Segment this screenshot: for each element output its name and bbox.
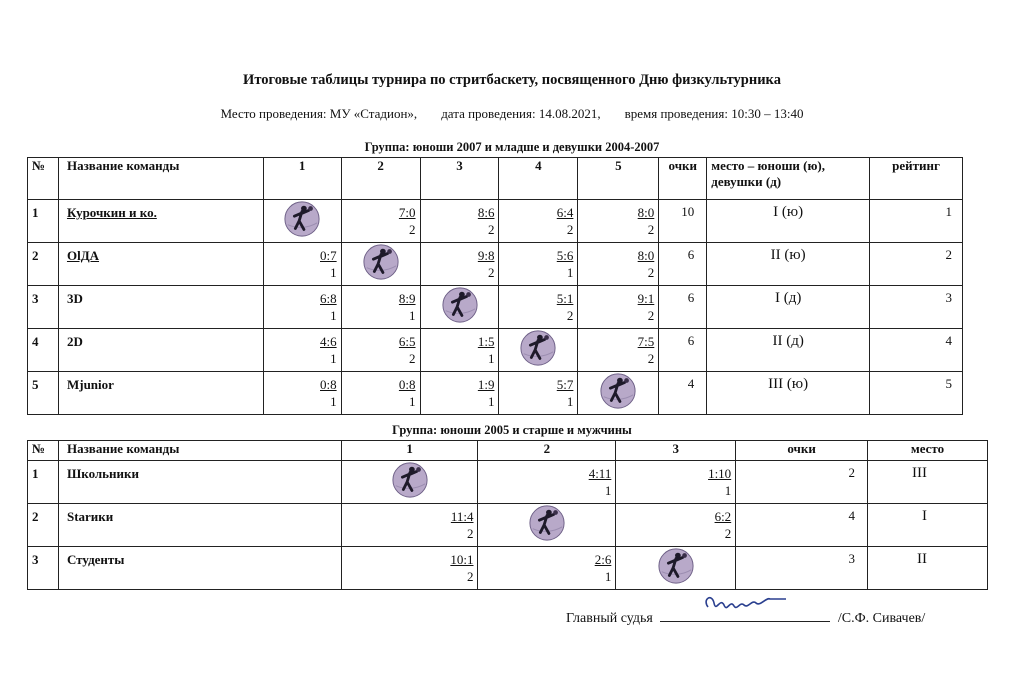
- score-cell: [578, 200, 659, 243]
- group2-header-row: [28, 441, 988, 461]
- score-cell: [578, 286, 659, 329]
- team-name: [58, 547, 341, 590]
- match-points: 1: [566, 265, 574, 280]
- match-score: 0:8: [398, 377, 416, 392]
- match-points: 2: [647, 222, 655, 237]
- row-num: 1: [28, 461, 59, 504]
- score-cell: [341, 372, 420, 415]
- score-cell: [499, 243, 578, 286]
- match-points: 1: [487, 351, 495, 366]
- match-score: 6:4: [556, 205, 574, 220]
- match-points: 2: [487, 222, 495, 237]
- diagonal-cell: [420, 286, 499, 329]
- match-points: 1: [409, 308, 416, 323]
- points-cell: 2: [736, 461, 868, 504]
- col-1: 1: [341, 441, 478, 461]
- team-name-text: Starики: [66, 509, 114, 524]
- score-cell: [616, 461, 736, 504]
- table-row: [28, 329, 963, 372]
- score-cell: [578, 329, 659, 372]
- table-row: [28, 504, 988, 547]
- place-cell: II (ю): [707, 243, 870, 286]
- diagonal-cell: [499, 329, 578, 372]
- team-name: [58, 504, 341, 547]
- match-score: 8:6: [477, 205, 495, 220]
- match-score: 2:6: [594, 552, 612, 567]
- match-points: 2: [647, 351, 655, 366]
- score-cell: [420, 200, 499, 243]
- match-score: 9:8: [477, 248, 495, 263]
- table-row: [28, 547, 988, 590]
- col-place: место – юноши (ю), девушки (д): [707, 158, 870, 200]
- match-points: 1: [566, 394, 574, 409]
- match-score: 6:2: [714, 509, 732, 524]
- match-score: 5:1: [556, 291, 574, 306]
- col-5: 5: [578, 158, 659, 200]
- match-score: 11:4: [450, 509, 474, 524]
- rating-cell: 3: [870, 286, 963, 329]
- match-score: 4:6: [320, 334, 337, 349]
- table-row: [28, 286, 963, 329]
- points-cell: 10: [659, 200, 707, 243]
- match-points: 1: [409, 394, 416, 409]
- row-num: 5: [28, 372, 59, 415]
- score-cell: [420, 372, 499, 415]
- score-cell: [263, 329, 341, 372]
- rating-cell: 2: [870, 243, 963, 286]
- basketball-player-icon: [599, 372, 637, 410]
- team-name: [58, 243, 263, 286]
- match-points: 2: [724, 526, 732, 541]
- col-place: место: [868, 441, 988, 461]
- team-name-text: 3D: [66, 291, 83, 306]
- diagonal-cell: [341, 243, 420, 286]
- team-name: [58, 286, 263, 329]
- match-score: 7:0: [398, 205, 416, 220]
- diagonal-cell: [578, 372, 659, 415]
- diagonal-cell: [341, 461, 478, 504]
- col-team-name: Название команды: [58, 158, 263, 200]
- place-cell: III (ю): [707, 372, 870, 415]
- points-cell: 6: [659, 286, 707, 329]
- place-cell: I: [868, 504, 988, 547]
- points-cell: 6: [659, 329, 707, 372]
- match-points: 2: [647, 308, 655, 323]
- points-cell: 3: [736, 547, 868, 590]
- col-2: 2: [341, 158, 420, 200]
- row-num: 1: [28, 200, 59, 243]
- col-team-name: Название команды: [58, 441, 341, 461]
- score-cell: [478, 461, 616, 504]
- match-score: 5:6: [556, 248, 574, 263]
- venue-text: Место проведения: МУ «Стадион»,: [220, 106, 418, 121]
- row-num: 3: [28, 286, 59, 329]
- team-name: [58, 461, 341, 504]
- team-name-text: OlДA: [66, 248, 100, 263]
- basketball-player-icon: [362, 243, 400, 281]
- group2-title: Группа: юноши 2005 и старше и мужчины: [392, 423, 632, 437]
- team-name: [58, 200, 263, 243]
- score-cell: [420, 329, 499, 372]
- match-points: 1: [724, 483, 732, 498]
- group2-table: [27, 440, 988, 590]
- table-row: [28, 200, 963, 243]
- match-points: 2: [409, 351, 416, 366]
- match-points: 1: [330, 394, 337, 409]
- score-cell: [341, 286, 420, 329]
- basketball-player-icon: [519, 329, 557, 367]
- team-name-text: Курочкин и ко.: [66, 205, 157, 220]
- match-score: 9:1: [637, 291, 655, 306]
- basketball-player-icon: [528, 504, 566, 542]
- col-3: 3: [420, 158, 499, 200]
- group1-header-row: [28, 158, 963, 200]
- group1-table: [27, 157, 963, 415]
- score-cell: [578, 243, 659, 286]
- match-points: 2: [466, 526, 474, 541]
- basketball-player-icon: [441, 286, 479, 324]
- team-name-text: Студенты: [66, 552, 125, 567]
- match-score: 6:5: [398, 334, 416, 349]
- score-cell: [499, 372, 578, 415]
- match-score: 4:11: [588, 466, 612, 481]
- table-row: [28, 372, 963, 415]
- points-cell: 4: [659, 372, 707, 415]
- row-num: 4: [28, 329, 59, 372]
- row-num: 2: [28, 504, 59, 547]
- row-num: 3: [28, 547, 59, 590]
- col-1: 1: [263, 158, 341, 200]
- score-cell: [499, 286, 578, 329]
- diagonal-cell: [263, 200, 341, 243]
- points-cell: 4: [736, 504, 868, 547]
- match-points: 2: [409, 222, 416, 237]
- col-num: №: [28, 158, 59, 200]
- match-points: 1: [330, 351, 337, 366]
- venue-line: [0, 106, 1024, 122]
- basketball-player-icon: [657, 547, 695, 585]
- points-cell: 6: [659, 243, 707, 286]
- rating-cell: 1: [870, 200, 963, 243]
- score-cell: [341, 504, 478, 547]
- judge-name: /С.Ф. Сивачев/: [837, 611, 926, 626]
- rating-cell: 4: [870, 329, 963, 372]
- match-score: 0:8: [320, 377, 337, 392]
- signature-line: [660, 607, 830, 622]
- match-score: 1:5: [477, 334, 495, 349]
- match-score: 8:0: [637, 248, 655, 263]
- place-cell: II: [868, 547, 988, 590]
- table-row: [28, 243, 963, 286]
- team-name: [58, 372, 263, 415]
- score-cell: [263, 372, 341, 415]
- score-cell: [499, 200, 578, 243]
- team-name-text: Mjunior: [66, 377, 114, 392]
- team-name-text: 2D: [66, 334, 83, 349]
- col-rating: рейтинг: [870, 158, 963, 200]
- page-title: Итоговые таблицы турнира по стритбаскету, посвященного Дню физкультурника: [243, 72, 781, 88]
- match-score: 1:9: [477, 377, 495, 392]
- col-4: 4: [499, 158, 578, 200]
- score-cell: [263, 243, 341, 286]
- team-name: [58, 329, 263, 372]
- time-text: время проведения: 10:30 – 13:40: [624, 106, 804, 121]
- judge-signature-line: [566, 607, 925, 627]
- score-cell: [341, 547, 478, 590]
- match-score: 5:7: [556, 377, 574, 392]
- rating-cell: 5: [870, 372, 963, 415]
- score-cell: [341, 329, 420, 372]
- match-points: 2: [466, 569, 474, 584]
- table-row: [28, 461, 988, 504]
- handwritten-signature: [700, 589, 790, 619]
- col-points: очки: [736, 441, 868, 461]
- basketball-player-icon: [391, 461, 429, 499]
- judge-label: Главный судья: [566, 611, 653, 626]
- match-points: 1: [604, 483, 612, 498]
- match-points: 2: [566, 308, 574, 323]
- group1-title: Группа: юноши 2007 и младше и девушки 2004-2007: [364, 140, 660, 154]
- match-points: 1: [487, 394, 495, 409]
- basketball-player-icon: [283, 200, 321, 238]
- col-num: №: [28, 441, 59, 461]
- match-score: 1:10: [708, 466, 732, 481]
- match-points: 2: [566, 222, 574, 237]
- match-score: 7:5: [637, 334, 655, 349]
- date-text: дата проведения: 14.08.2021,: [441, 106, 601, 121]
- match-points: 1: [330, 308, 337, 323]
- match-score: 8:9: [398, 291, 416, 306]
- team-name-text: Школьники: [66, 466, 140, 481]
- match-score: 0:7: [320, 248, 337, 263]
- match-points: 2: [487, 265, 495, 280]
- place-cell: I (д): [707, 286, 870, 329]
- col-points: очки: [659, 158, 707, 200]
- place-cell: I (ю): [707, 200, 870, 243]
- score-cell: [420, 243, 499, 286]
- place-cell: II (д): [707, 329, 870, 372]
- score-cell: [263, 286, 341, 329]
- col-3: 3: [616, 441, 736, 461]
- diagonal-cell: [478, 504, 616, 547]
- match-score: 8:0: [637, 205, 655, 220]
- match-points: 1: [604, 569, 612, 584]
- match-points: 2: [647, 265, 655, 280]
- score-cell: [478, 547, 616, 590]
- place-cell: III: [868, 461, 988, 504]
- score-cell: [616, 504, 736, 547]
- col-2: 2: [478, 441, 616, 461]
- match-score: 10:1: [450, 552, 474, 567]
- match-score: 6:8: [320, 291, 337, 306]
- diagonal-cell: [616, 547, 736, 590]
- match-points: 1: [330, 265, 337, 280]
- row-num: 2: [28, 243, 59, 286]
- score-cell: [341, 200, 420, 243]
